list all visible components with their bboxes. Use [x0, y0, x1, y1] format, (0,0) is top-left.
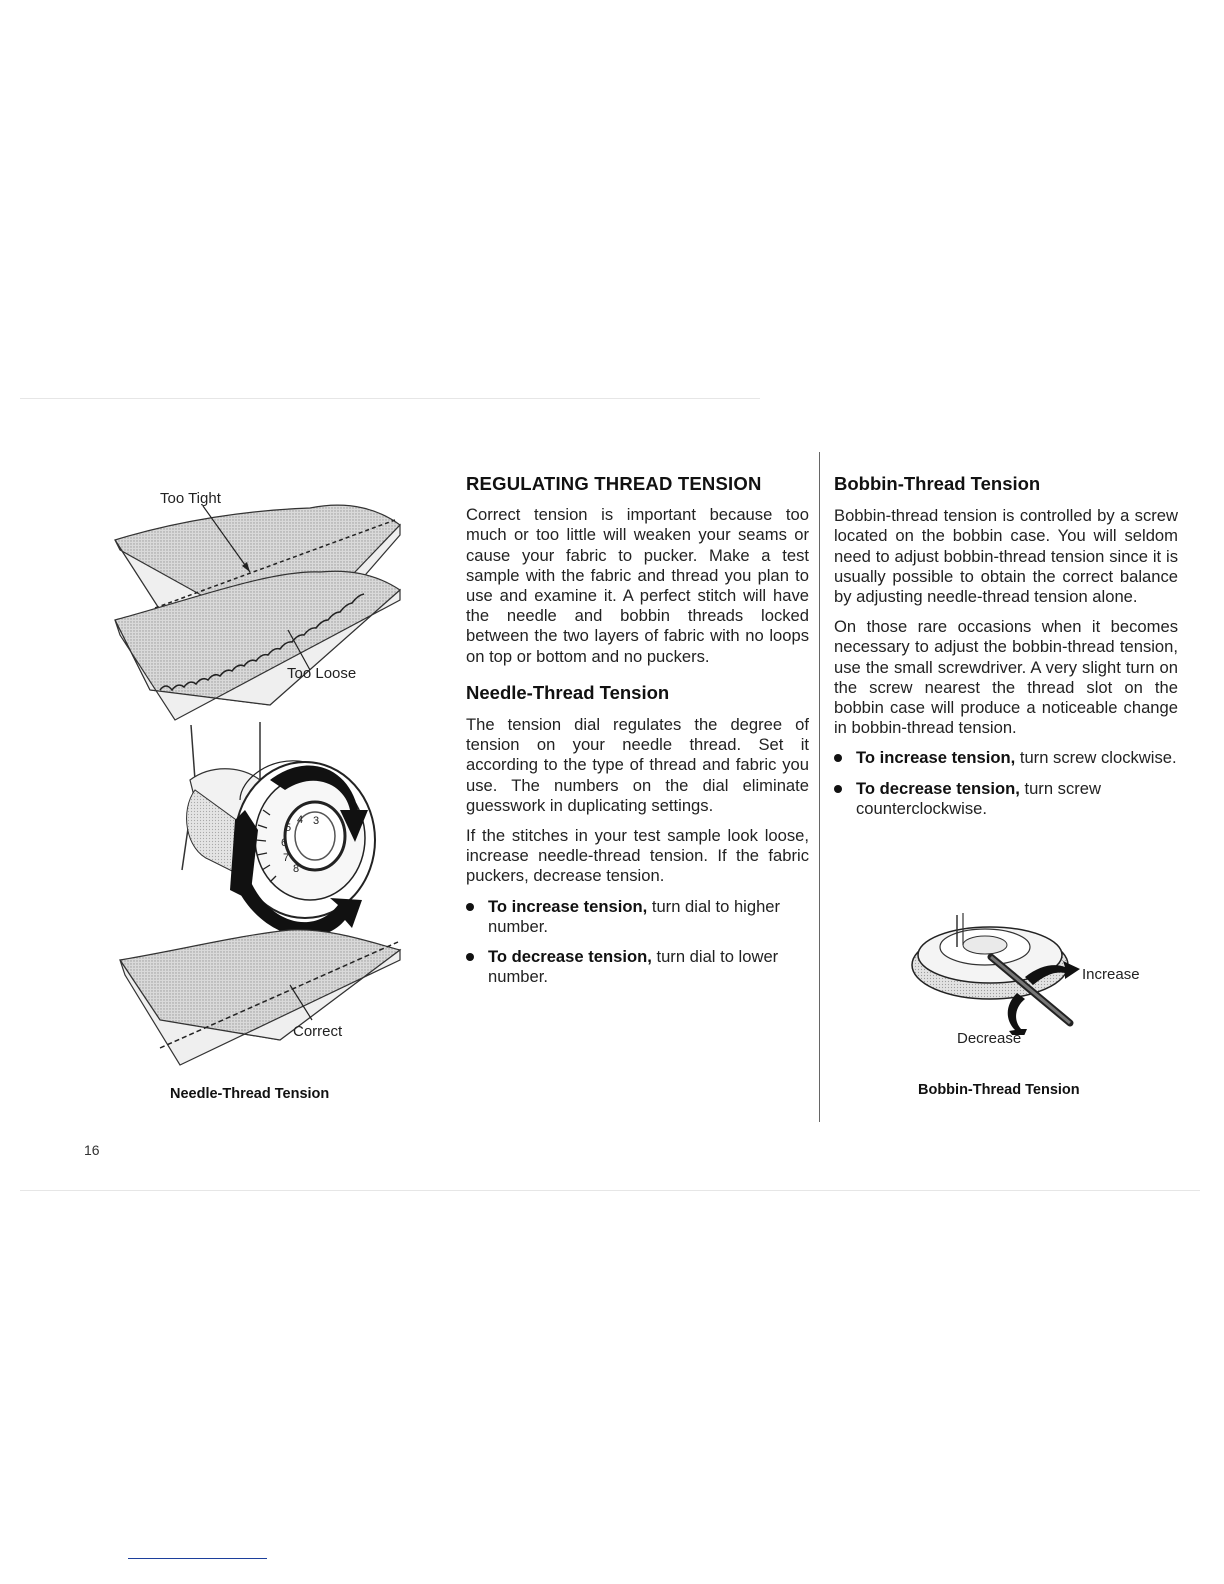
needle-paragraph-2: If the stitches in your test sample look loose, increase needle-thread tension. If the fabric puckers, decrease tension.: [466, 826, 809, 886]
intro-paragraph: Correct tension is important because too much or too little will weaken your seams or cause your fabric to pucker. Make a test sample with the fabric and thread you plan to use and examine it. A perfect stitch will have the needle and bobbin threads locked between the two layers of fabric with no loops on top or bottom and no puckers.: [466, 505, 809, 666]
needle-thread-illustration: [100, 480, 420, 1080]
dial-num-7: 7: [283, 852, 290, 864]
bullet-dot-icon: [834, 754, 842, 762]
bobbin-bullet-increase: [834, 748, 1178, 768]
bullet-dot-icon: [834, 785, 842, 793]
column-divider: [819, 452, 820, 1122]
bullet-dot-icon: [466, 953, 474, 961]
dial-num-8: 8: [293, 863, 300, 875]
arrow-decrease-bobbin: [1008, 993, 1027, 1035]
bullet-text: turn screw counterclockwise.: [856, 778, 1101, 818]
bullet-bold: To increase tension,: [856, 748, 1016, 768]
needle-paragraph-1: The tension dial regulates the degree of tension on your needle thread. Set it according to the type of thread and fabric you use. The numbers on the dial eliminate guesswork in duplicating settings.: [466, 715, 809, 815]
bobbin-paragraph-1: Bobbin-thread tension is controlled by a screw located on the bobbin case. You will seldom need to adjust bobbin-thread tension since it is usually possible to obtain the correct balance by adjusting needle-thread tension alone.: [834, 506, 1178, 607]
section-title: REGULATING THREAD TENSION: [466, 473, 762, 494]
needle-bullet-increase: [466, 897, 809, 937]
bobbin-bullet-decrease: [834, 779, 1178, 819]
label-increase: Increase: [1082, 966, 1140, 983]
bullet-bold: To decrease tension,: [488, 947, 652, 967]
label-too-loose: Too Loose: [287, 665, 357, 682]
tension-dial-group: [182, 722, 375, 937]
bobbin-thread-tension-figure: [905, 905, 1095, 1035]
page-number: 16: [84, 1142, 100, 1158]
bullet-text: turn dial to higher number.: [488, 896, 781, 936]
bobbin-thread-heading: Bobbin-Thread Tension: [834, 473, 1041, 494]
label-correct: Correct: [293, 1023, 343, 1040]
scan-line-top: [20, 398, 760, 399]
caption-needle-thread-tension: Needle-Thread Tension: [170, 1086, 330, 1102]
bullet-text: turn dial to lower number.: [488, 947, 779, 987]
needle-thread-tension-figure: [100, 480, 420, 1080]
right-column: [834, 474, 1178, 829]
needle-thread-heading: Needle-Thread Tension: [466, 681, 670, 703]
bullet-dot-icon: [466, 903, 474, 911]
bobbin-case-illustration: [905, 905, 1095, 1035]
scan-line-bottom: [20, 1190, 1200, 1191]
dial-num-3: 3: [313, 815, 320, 827]
label-too-tight: Too Tight: [160, 490, 221, 507]
needle-bullet-decrease: [466, 947, 809, 987]
caption-bobbin-thread-tension: Bobbin-Thread Tension: [918, 1082, 1080, 1098]
label-decrease: Decrease: [957, 1030, 1022, 1047]
bullet-text: turn screw clockwise.: [1015, 748, 1177, 768]
dial-num-6: 6: [281, 837, 288, 849]
bottom-rule: [128, 1558, 267, 1559]
middle-column: [466, 474, 809, 997]
bullet-bold: To increase tension,: [488, 896, 648, 916]
dial-num-4: 4: [297, 814, 304, 826]
bobbin-paragraph-2: On those rare occasions when it becomes necessary to adjust the bobbin-thread tension, use the small screwdriver. A very slight turn on the screw nearest the thread slot on the bobbin case will produce a noticeable change in bobbin-thread tension.: [834, 617, 1178, 738]
bullet-bold: To decrease tension,: [856, 778, 1020, 798]
dial-num-5: 5: [285, 822, 292, 834]
